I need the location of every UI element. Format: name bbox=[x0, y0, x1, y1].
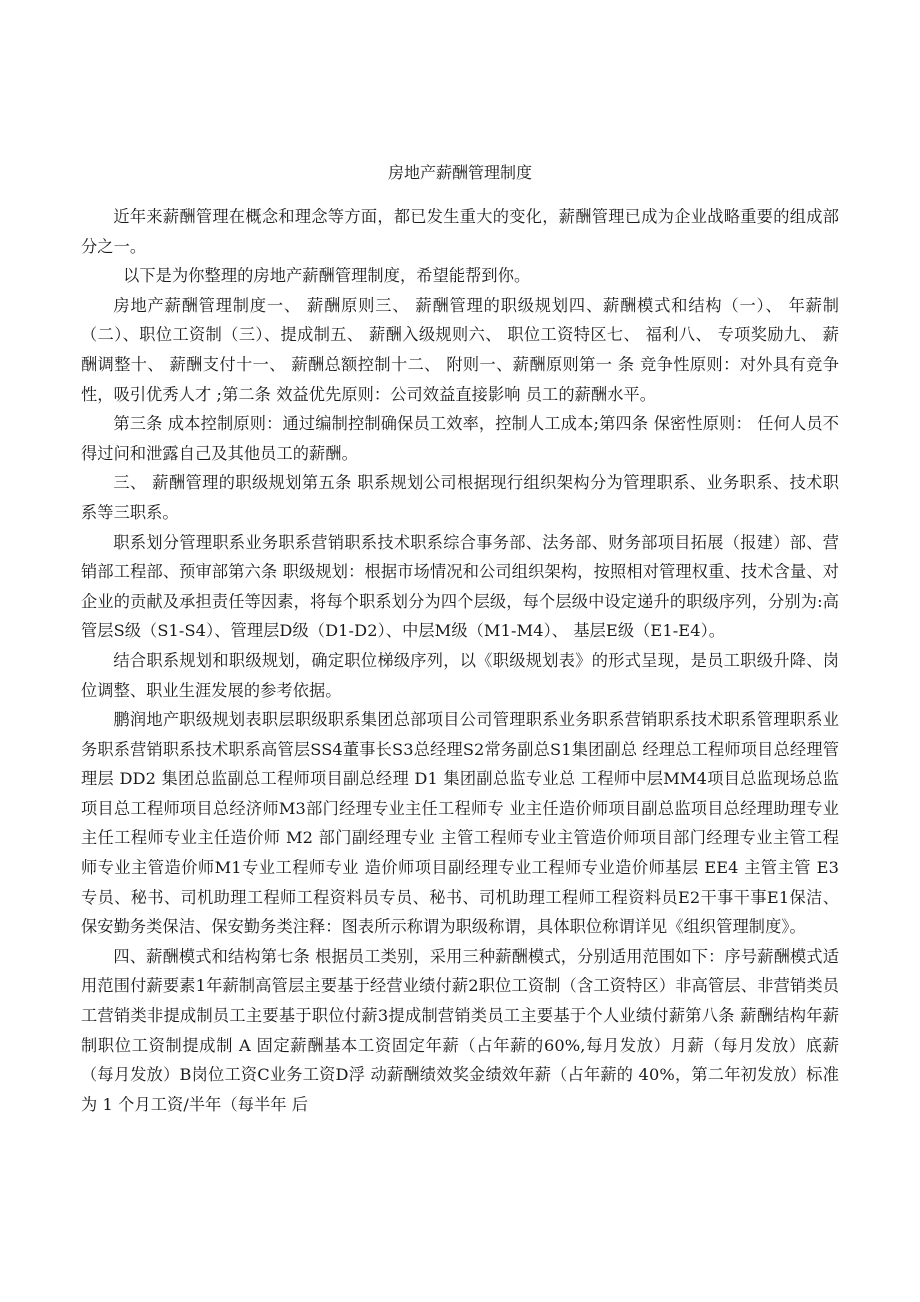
paragraph-intro: 近年来薪酬管理在概念和理念等方面，都已发生重大的变化，薪酬管理已成为企业战略重要的组成部分之一。 bbox=[81, 207, 839, 256]
paragraph-job-ladder: 结合职系规划和职级规划，确定职位梯级序列，以《职级规划表》的形式呈现，是员工职级升降、岗位调整、职业生涯发展的参考依据。 bbox=[81, 650, 839, 700]
paragraph-level-table: 鹏润地产职级规划表职层职级职系集团总部项目公司管理职系业务职系营销职系技术职系管理职系业务职系营销职系技术职系高管层SS4董事长S3总经理S2常务副总S1集团副总 经理总工程师项目总经理管理层 DD2 集团总监副总工程师项目副总经理 D1 集团副总监专业总 工程师中层MM4项目总监现场总监项目总工程师项目总经济师M3部门经理专业主任工程师专 业主任造价师项目副总监项目总经理助理专业主任工程师专业主任造价师 M2 部门副经理专业 主管工程师专业主管造价师项目部门经理专业主管工程师专业主管造价师M1专业工程师专业 造价师项目副经理专业工程师专业造价师基层 EE4 主管主管 E3 专员、秘书、司机助理工程师工程资料员专员、秘书、司机助理工程师工程资料员E2干事干事E1保洁、保安勤务类保洁、保安勤务类注释：图表所示称谓为职级称谓，具体职位称谓详见《组织管理制度》。 bbox=[81, 710, 839, 937]
document-title: 房地产薪酬管理制度 bbox=[387, 163, 532, 182]
paragraph-contents: 房地产薪酬管理制度一、 薪酬原则三、 薪酬管理的职级规划四、薪酬模式和结构（一）、 年薪制（二）、职位工资制（三）、提成制五、 薪酬入级规则六、 职位工资特区七、 福利八、 专项奖励九、 薪酬调整十、 薪酬支付十一、 薪酬总额控制十二、 附则一、薪酬原则第一 条 竞争性原则：对外具有竞争性，吸引优秀人才 ;第二条 效益优先原则：公司效益直接影响 员工的薪酬水平。 bbox=[81, 295, 839, 404]
paragraph-principles: 第三条 成本控制原则：通过编制控制确保员工效率，控制人工成本;第四条 保密性原则： 任何人员不得过问和泄露自己及其他员工的薪酬。 bbox=[81, 414, 839, 463]
document-page bbox=[81, 158, 839, 1119]
paragraph-salary-models: 四、薪酬模式和结构第七条 根据员工类别，采用三种薪酬模式，分别适用范围如下：序号薪酬模式适用范围付薪要素1年薪制高管层主要基于经营业绩付薪2职位工资制（含工资特区）非高管层、非营销类员工营销类非提成制员工主要基于职位付薪3提成制营销类员工主要基于个人业绩付薪第八条 薪酬结构年薪制职位工资制提成制 A 固定薪酬基本工资固定年薪（占年薪的60%,每月发放）月薪（每月发放）底薪（每月发放）B岗位工资C业务工资D浮 动薪酬绩效奖金绩效年薪（占年薪的 40%，第二年初发放）标准为 1 个月工资/半年（每半年 后 bbox=[81, 946, 839, 1114]
paragraph-job-levels: 职系划分管理职系业务职系营销职系技术职系综合事务部、法务部、财务部项目拓展（报建）部、营销部工程部、预审部第六条 职级规划：根据市场情况和公司组织架构，按照相对管理权重、技术含量、对企业的贡献及承担责任等因素，将每个职系划分为四个层级，每个层级中设定递升的职级序列，分别为:高管层S级（S1-S4）、管理层D级（D1-D2）、中层M级（M1-M4）、 基层E级（E1-E4）。 bbox=[81, 532, 839, 641]
paragraph-job-planning: 三、 薪酬管理的职级规划第五条 职系规划公司根据现行组织架构分为管理职系、业务职系、技术职系等三职系。 bbox=[81, 473, 839, 522]
paragraph-summary: 以下是为你整理的房地产薪酬管理制度，希望能帮到你。 bbox=[123, 266, 531, 286]
